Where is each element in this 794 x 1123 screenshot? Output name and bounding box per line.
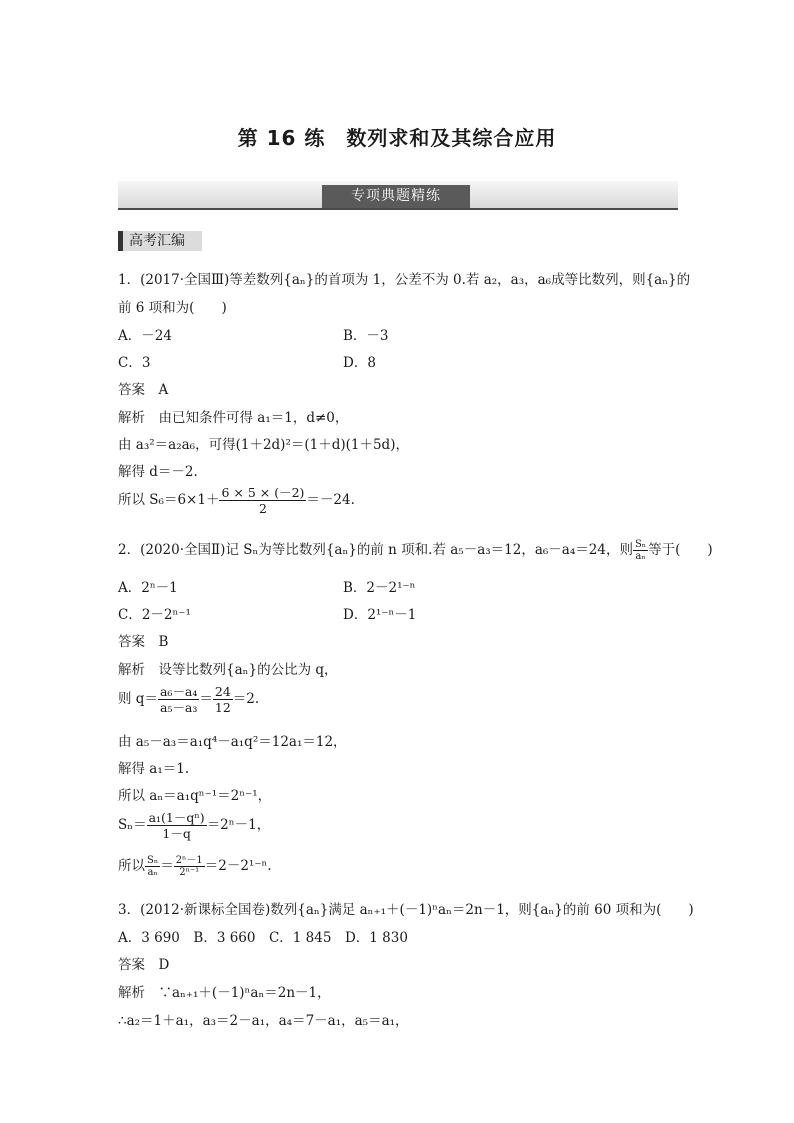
q1-sum-fraction bbox=[219, 485, 306, 516]
q2-stem-text: 2．(2020·全国Ⅱ)记 Sₙ为等比数列{aₙ}的前 n 项和.若 a₅－a₃＝12，a₆－a₄＝24，则 bbox=[118, 542, 633, 558]
q3-solution-line2: ∴a₂＝1＋a₁，a₃＝2－a₁，a₄＝7－a₁，a₅＝a₁， bbox=[118, 1013, 409, 1029]
q1-solution-line2: 由 a₃²＝a₂a₆，可得(1＋2d)²＝(1＋d)(1＋5d)， bbox=[118, 437, 409, 453]
page-title: 第 16 练 数列求和及其综合应用 bbox=[237, 126, 557, 150]
band-label: 专项典题精练 bbox=[322, 185, 470, 208]
q1-stem-line2: 前 6 项和为( ) bbox=[118, 300, 227, 316]
q2-final-numerator: Sₙ bbox=[147, 855, 159, 866]
q2-stem-line1 bbox=[118, 538, 713, 562]
q2-option-c: C．2－2ⁿ⁻¹ bbox=[118, 607, 191, 623]
q1-sum-denominator: 2 bbox=[258, 501, 267, 516]
q2-stem-fraction bbox=[633, 539, 648, 562]
q1-solution-line3: 解得 d＝－2. bbox=[118, 464, 198, 480]
q2-answer: 答案 B bbox=[118, 634, 169, 650]
q1-stem-line1: 1．(2017·全国Ⅲ)等差数列{aₙ}的首项为 1，公差不为 0.若 a₂，a₃，a₆成等比数列，则{aₙ}的 bbox=[118, 272, 691, 288]
q2-stem-numerator: Sₙ bbox=[634, 539, 647, 550]
q1-solution-line1: 解析 由已知条件可得 a₁＝1，d≠0， bbox=[118, 410, 349, 426]
section-tag: 高考汇编 bbox=[118, 231, 202, 251]
q2-ratio-numerator: a₆－a₄ bbox=[159, 684, 198, 699]
q2-solution-line2: 则 q＝ $\frac{\text{a₆－a₄}}{\text{a₅－a₃}}$ ＝ $\frac{24}{12}$ ＝2. bbox=[118, 684, 260, 715]
q2-final-value-denominator: 2ⁿ⁻¹ bbox=[179, 867, 200, 878]
q2-ratio-denominator: a₅－a₃ bbox=[159, 700, 198, 715]
q3-solution-line1: 解析 ∵aₙ₊₁＋(－1)ⁿaₙ＝2n－1， bbox=[118, 985, 331, 1001]
q2-ratio-value-denominator: 12 bbox=[214, 700, 231, 715]
q1-solution-line4 bbox=[118, 485, 355, 516]
q2-stem-denominator: aₙ bbox=[635, 551, 646, 562]
q2-solution-line3: 由 a₅－a₃＝a₁q⁴－a₁q²＝12a₁＝12， bbox=[118, 734, 347, 750]
q2-final-prefix: 所以 bbox=[118, 858, 145, 874]
q1-option-a: A．－24 bbox=[118, 328, 172, 344]
q2-sn-result: ＝2ⁿ－1， bbox=[206, 817, 271, 833]
q3-answer: 答案 D bbox=[118, 957, 170, 973]
q1-option-c: C．3 bbox=[118, 355, 151, 371]
q2-final-value-fraction bbox=[174, 855, 205, 878]
q2-ratio-result: ＝2. bbox=[232, 691, 260, 707]
q1-option-d: D．8 bbox=[343, 355, 376, 371]
q2-solution-line4: 解得 a₁＝1. bbox=[118, 761, 190, 777]
q2-option-d: D．2¹⁻ⁿ－1 bbox=[343, 607, 417, 623]
q2-sn-numerator: a₁(1－qⁿ) bbox=[148, 810, 205, 825]
q2-final-result: ＝2－2¹⁻ⁿ. bbox=[204, 858, 272, 874]
q2-stem-suffix: 等于( ) bbox=[648, 542, 713, 558]
q3-options: A．3 690 B．3 660 C．1 845 D．1 830 bbox=[118, 930, 408, 946]
q1-sum-prefix: 所以 S₆＝6×1＋ bbox=[118, 492, 220, 508]
q2-solution-line6 bbox=[118, 810, 270, 841]
q2-solution-line7: 所以 $\frac{\text{Sₙ}}{\text{aₙ}}$ ＝ $\frac{\text{2ⁿ－1}}{\text{2ⁿ⁻¹}}$ ＝2－2¹⁻ⁿ. bbox=[118, 855, 272, 878]
q1-sum-result: ＝－24. bbox=[306, 492, 355, 508]
q2-ratio-value-numerator: 24 bbox=[214, 684, 231, 699]
q1-option-b: B．－3 bbox=[343, 328, 389, 344]
q2-solution-line1: 解析 设等比数列{aₙ}的公比为 q， bbox=[118, 662, 338, 678]
q2-final-value-numerator: 2ⁿ－1 bbox=[175, 855, 203, 866]
q2-final-denominator: aₙ bbox=[147, 867, 158, 878]
q1-sum-numerator: 6 × 5 × (－2) bbox=[221, 485, 305, 500]
q2-sn-fraction bbox=[147, 810, 207, 841]
q2-sn-prefix: Sₙ＝ bbox=[118, 817, 147, 833]
q3-stem-line1: 3．(2012·新课标全国卷)数列{aₙ}满足 aₙ₊₁＋(－1)ⁿaₙ＝2n－1，则{aₙ}的前 60 项和为( ) bbox=[118, 902, 694, 918]
q2-ratio-value-fraction bbox=[213, 684, 233, 715]
section-band bbox=[118, 181, 678, 210]
q2-solution-line5: 所以 aₙ＝a₁qⁿ⁻¹＝2ⁿ⁻¹， bbox=[118, 788, 272, 804]
q2-option-b: B．2－2¹⁻ⁿ bbox=[343, 580, 416, 596]
q2-final-fraction bbox=[145, 855, 160, 878]
q2-option-a: A．2ⁿ－1 bbox=[118, 580, 178, 596]
q1-answer: 答案 A bbox=[118, 382, 169, 398]
q2-ratio-prefix: 则 q＝ bbox=[118, 691, 158, 707]
q2-ratio-fraction bbox=[158, 684, 199, 715]
q2-sn-denominator: 1－q bbox=[162, 826, 191, 841]
